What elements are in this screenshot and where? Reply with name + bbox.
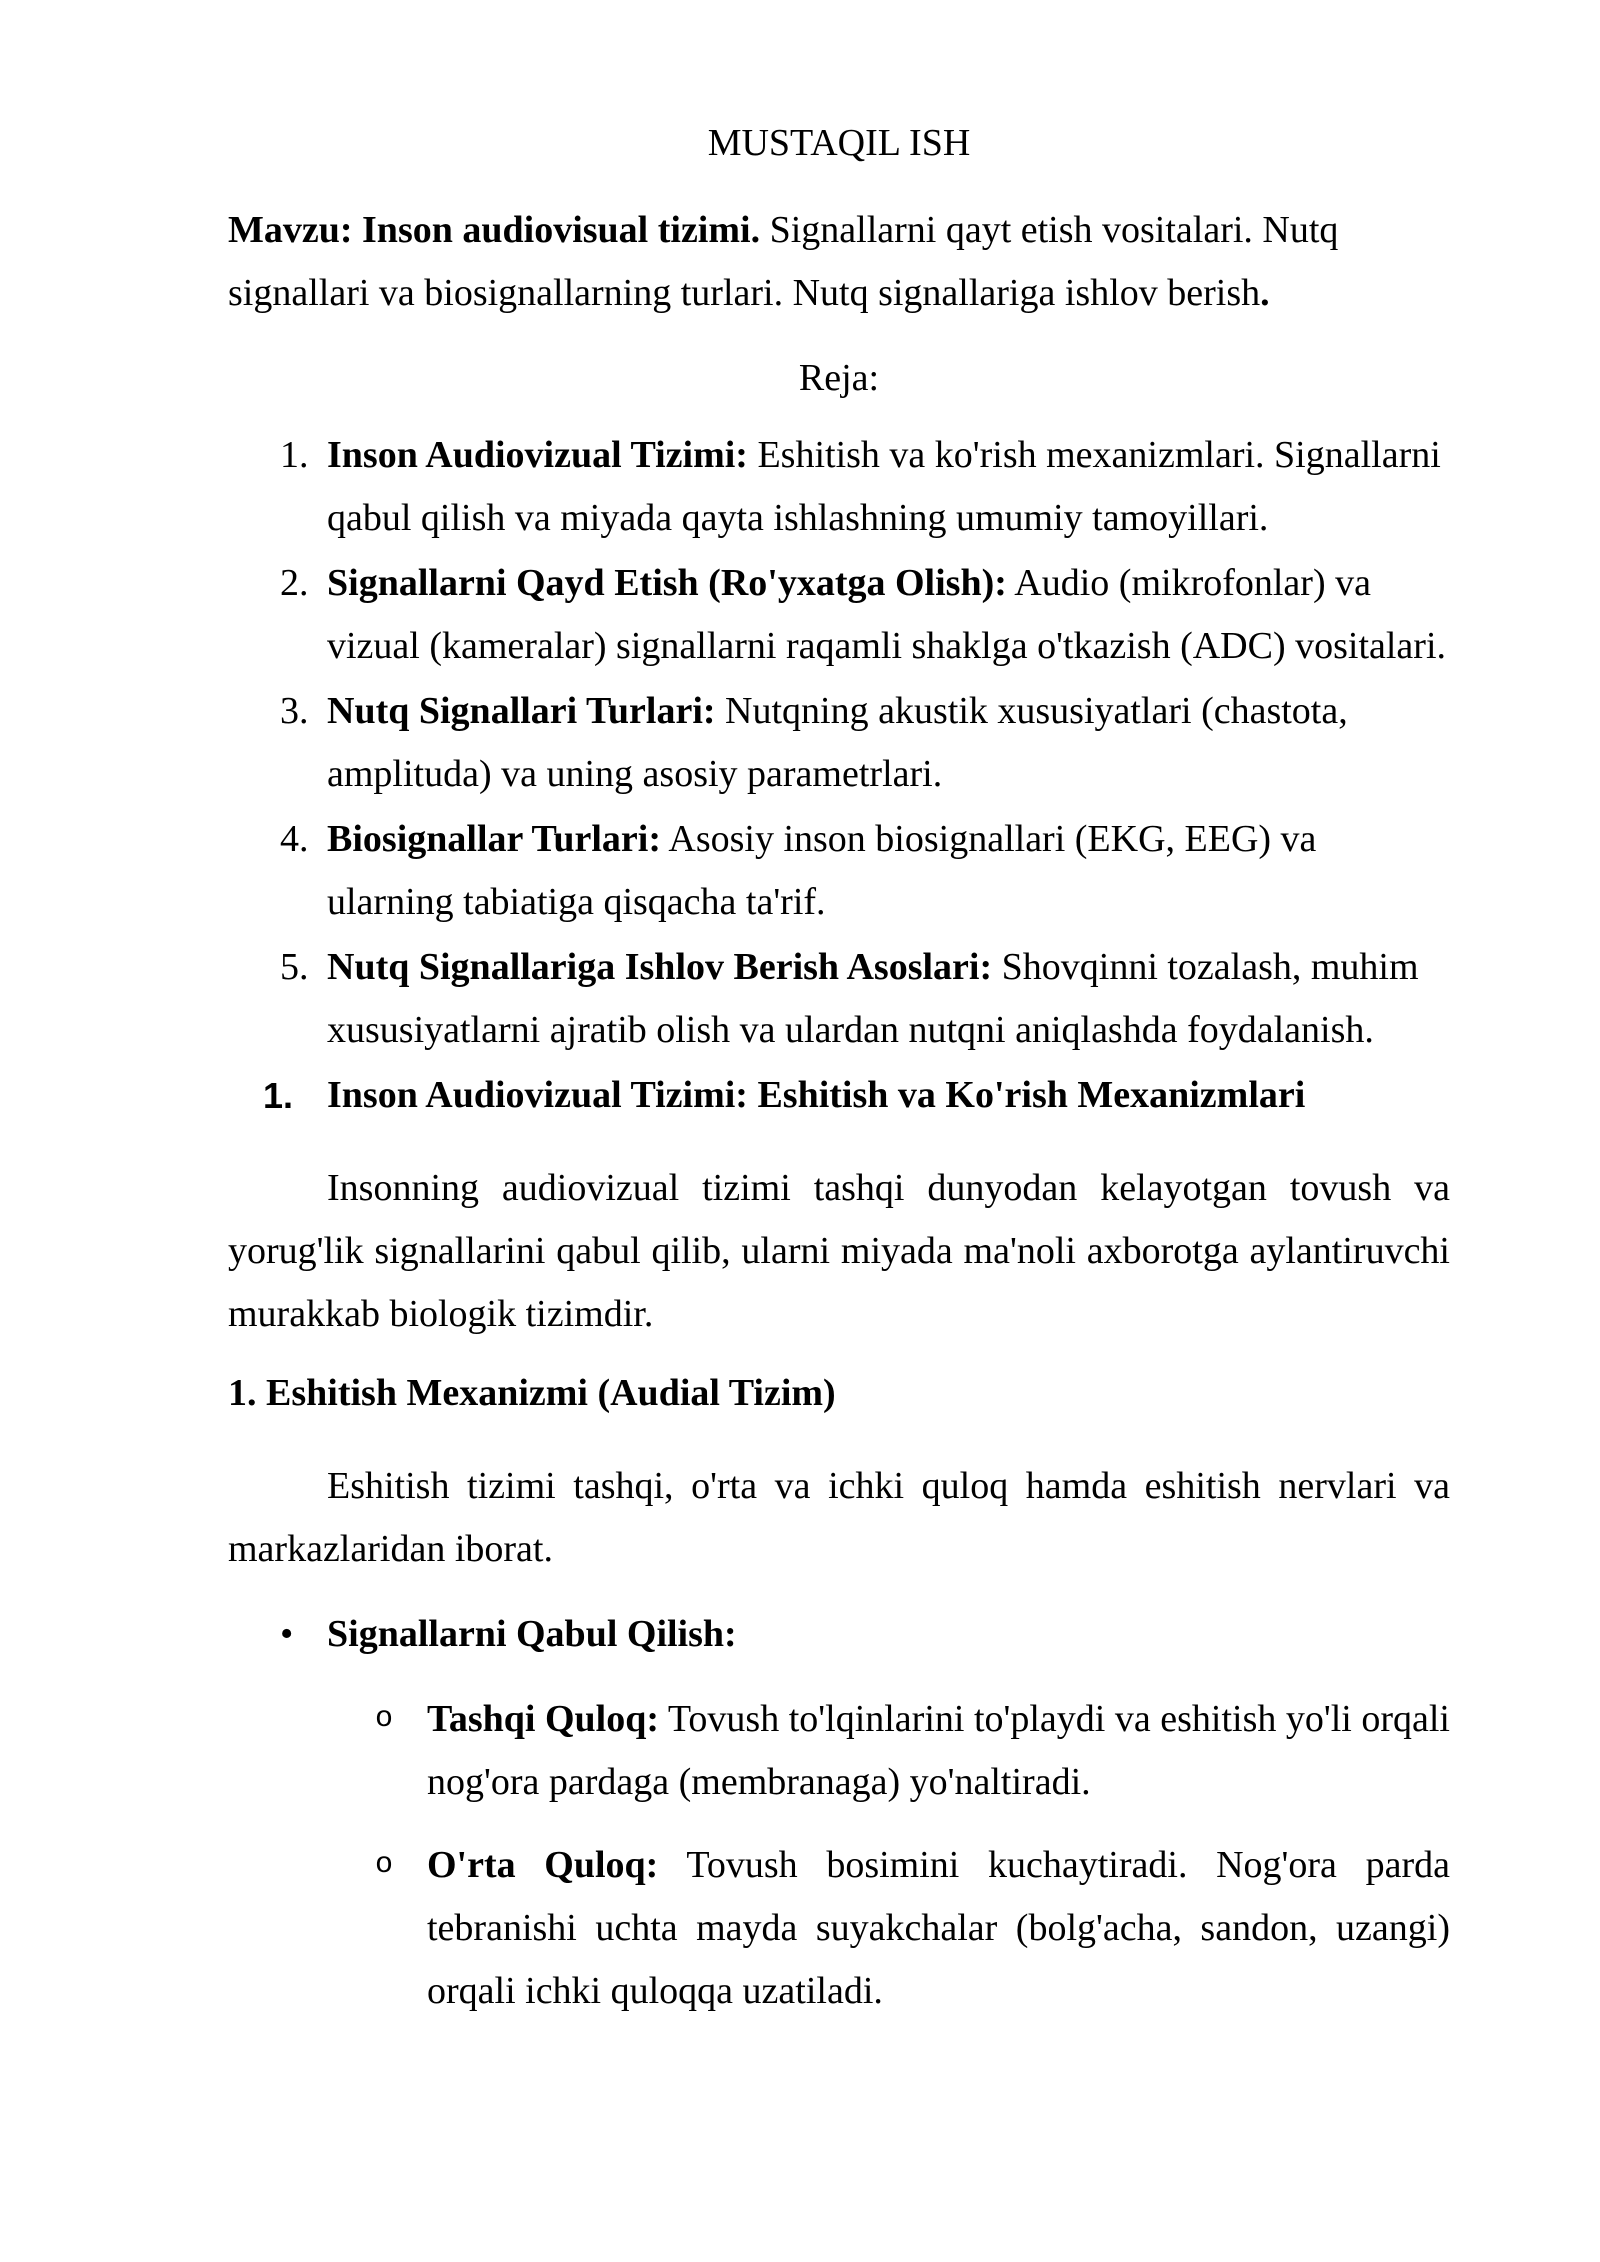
topic-paragraph: Mavzu: Inson audiovisual tizimi. Signallarni qayt etish vositalari. Nutq signallari va biosignallarning turlari. Nutq signallariga ishlov berish. (228, 209, 1339, 314)
plan-heading: Reja: (798, 357, 880, 399)
section-number-marker: 1. (263, 1075, 294, 1116)
list-number-marker: 3. (280, 690, 309, 732)
list-number-marker: 2. (280, 562, 309, 604)
list-number-marker: 1. (280, 434, 309, 476)
numbered-section-heading (228, 1064, 1450, 1127)
intro-paragraph: Insonning audiovizual tizimi tashqi dunyodan kelayotgan tovush va yorug'lik signallarini qabul qilib, ularni miyada ma'noli axborotga aylantiruvchi murakkab biologik tizimdir. (228, 1167, 1450, 1335)
sub-item-text: Tashqi Quloq: Tovush to'lqinlarini to'playdi va eshitish yo'li orqali nog'ora pardaga (membranaga) yo'naltiradi. (427, 1698, 1450, 1803)
plan-item-1 (228, 424, 1450, 550)
subsection-heading: 1. Eshitish Mexanizmi (Audial Tizim) (228, 1372, 836, 1414)
bullet-marker: • (280, 1613, 294, 1655)
plan-item-text: Nutq Signallari Turlari: Nutqning akustik xususiyatlari (chastota, amplituda) va uning asosiy parametrlari. (327, 690, 1348, 795)
document-title: MUSTAQIL ISH (707, 122, 971, 164)
plan-item-text: Nutq Signallariga Ishlov Berish Asoslari: Shovqinni tozalash, muhim xususiyatlarni ajratib olish va ulardan nutqni aniqlashda foydalanish. (327, 946, 1419, 1051)
sub-item-tashqi-quloq (228, 1688, 1450, 1814)
sub-item-text: O'rta Quloq: Tovush bosimini kuchaytiradi. Nog'ora parda tebranishi uchta mayda suyakchalar (bolg'acha, sandon, uzangi) orqali ichki quloqqa uzatiladi. (427, 1844, 1450, 2012)
plan-item-4 (228, 808, 1450, 934)
section-heading-text: Inson Audiovizual Tizimi: Eshitish va Ko'rish Mexanizmlari (327, 1074, 1306, 1116)
plan-item-2 (228, 552, 1450, 678)
hearing-paragraph: Eshitish tizimi tashqi, o'rta va ichki quloq hamda eshitish nervlari va markazlaridan iborat. (228, 1465, 1450, 1570)
list-number-marker: 4. (280, 818, 309, 860)
plan-item-text: Biosignallar Turlari: Asosiy inson biosignallari (EKG, EEG) va ularning tabiatiga qisqacha ta'rif. (327, 818, 1317, 923)
list-number-marker: 5. (280, 946, 309, 988)
plan-item-3 (228, 680, 1450, 806)
plan-item-text: Inson Audiovizual Tizimi: Eshitish va ko'rish mexanizmlari. Signallarni qabul qilish va miyada qayta ishlashning umumiy tamoyillari. (327, 434, 1441, 539)
sub-item-orta-quloq (228, 1834, 1450, 2023)
bullet-item-signal-qabul (228, 1603, 1450, 1666)
circle-marker: o (375, 1702, 394, 1736)
plan-item-5 (228, 936, 1450, 1062)
bullet-item-text: Signallarni Qabul Qilish: (327, 1613, 737, 1655)
circle-marker: o (375, 1848, 394, 1882)
plan-item-text: Signallarni Qayd Etish (Ro'yxatga Olish): Audio (mikrofonlar) va vizual (kameralar) signallarni raqamli shaklga o'tkazish (ADC) vositalari. (327, 562, 1447, 667)
